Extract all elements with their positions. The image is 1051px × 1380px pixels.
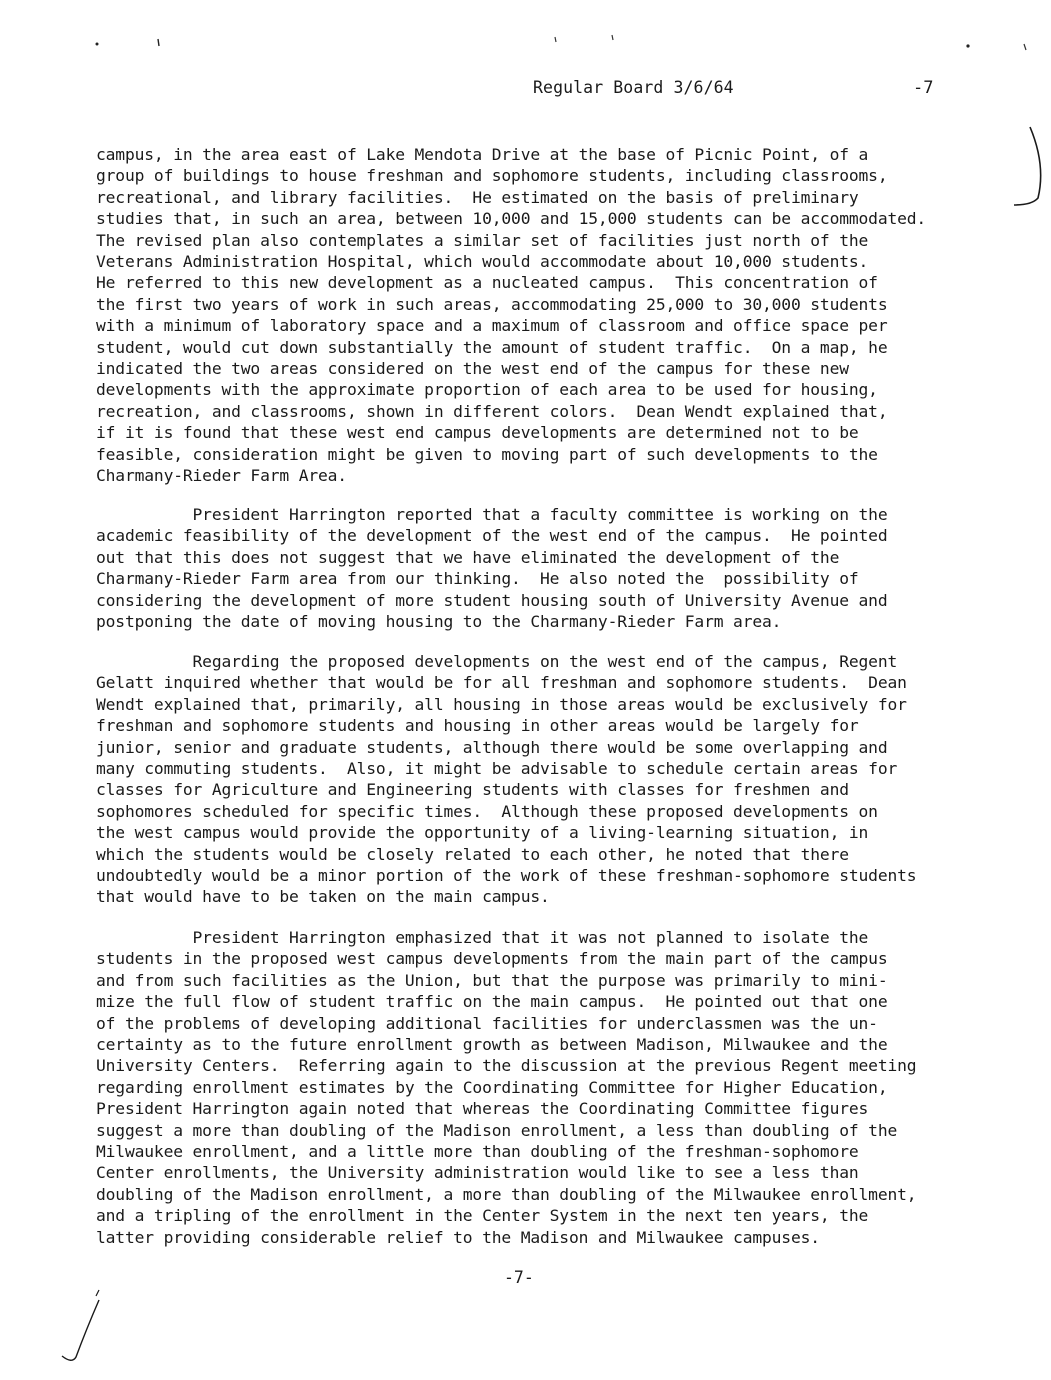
margin-pen-stroke bbox=[62, 1300, 99, 1360]
text-line: group of buildings to house freshman and sophomore students, including classrooms, bbox=[96, 166, 888, 186]
text-line: campus, in the area east of Lake Mendota Drive at the base of Picnic Point, of a bbox=[96, 145, 869, 164]
text-line: recreational, and library facilities. He estimated on the basis of preliminary bbox=[96, 187, 859, 207]
text-line: He referred to this new development as a nucleated campus. This concentration of bbox=[96, 273, 878, 293]
text-line: feasible, consideration might be given to moving part of such developments to the bbox=[96, 444, 878, 464]
text-line: freshman and sophomore students and housing in other areas would be largely for bbox=[96, 716, 859, 736]
text-line: Charmany-Rieder Farm Area. bbox=[96, 466, 347, 486]
text-line: undoubtedly would be a minor portion of the work of these freshman-sophomore students bbox=[96, 866, 917, 886]
text-line: that would have to be taken on the main campus. bbox=[96, 887, 550, 907]
text-line: which the students would be closely related to each other, he noted that there bbox=[96, 844, 849, 864]
page-header-number: -7 bbox=[913, 78, 934, 98]
text-line: and from such facilities as the Union, but that the purpose was primarily to mini- bbox=[96, 970, 888, 990]
text-line: President Harrington emphasized that it was not planned to isolate the bbox=[96, 928, 869, 947]
text-line: developments with the approximate proportion of each area to be used for housing, bbox=[96, 380, 878, 400]
text-line: President Harrington again noted that whereas the Coordinating Committee figures bbox=[96, 1099, 869, 1119]
text-line: Veterans Administration Hospital, which would accommodate about 10,000 students. bbox=[96, 252, 869, 272]
page-footer-number: -7- bbox=[504, 1268, 534, 1287]
text-line: of the problems of developing additional facilities for underclassmen was the un- bbox=[96, 1013, 878, 1033]
text-line: Wendt explained that, primarily, all housing in those areas would be exclusively for bbox=[96, 694, 907, 714]
scan-speck bbox=[1024, 44, 1026, 50]
text-line: indicated the two areas considered on the west end of the campus for these new bbox=[96, 359, 849, 379]
scan-speck bbox=[96, 43, 99, 46]
text-line: latter providing considerable relief to the Madison and Milwaukee campuses. bbox=[96, 1227, 820, 1247]
text-line: University Centers. Referring again to the discussion at the previous Regent meeting bbox=[96, 1056, 917, 1076]
scan-speck bbox=[966, 44, 969, 47]
scan-speck bbox=[612, 35, 613, 40]
scan-speck bbox=[555, 37, 556, 42]
paragraph-2 bbox=[96, 504, 996, 632]
text-line: many commuting students. Also, it might be advisable to schedule certain areas for bbox=[96, 759, 898, 779]
text-line: the west campus would provide the opportunity of a living-learning situation, in bbox=[96, 823, 869, 843]
text-line: studies that, in such an area, between 10,000 and 15,000 students can be accommodated. bbox=[96, 209, 927, 229]
paragraph-4 bbox=[96, 927, 996, 1248]
text-line: students in the proposed west campus developments from the main part of the campus bbox=[96, 949, 888, 969]
text-line: junior, senior and graduate students, although there would be some overlapping and bbox=[96, 737, 888, 757]
text-line: Regarding the proposed developments on the west end of the campus, Regent bbox=[96, 652, 898, 671]
text-line: and a tripling of the enrollment in the Center System in the next ten years, the bbox=[96, 1206, 869, 1226]
text-line: academic feasibility of the development of the west end of the campus. He pointed bbox=[96, 526, 888, 546]
text-line: student, would cut down substantially the amount of student traffic. On a map, he bbox=[96, 337, 888, 357]
text-line: Center enrollments, the University administration would like to see a less than bbox=[96, 1163, 859, 1183]
text-line: considering the development of more student housing south of University Avenue and bbox=[96, 590, 888, 610]
text-line: out that this does not suggest that we have eliminated the development of the bbox=[96, 547, 840, 567]
page-header-meeting: Regular Board 3/6/64 bbox=[533, 78, 734, 97]
text-line: Milwaukee enrollment, and a little more than doubling of the freshman-sophomore bbox=[96, 1142, 859, 1162]
text-line: certainty as to the future enrollment growth as between Madison, Milwaukee and the bbox=[96, 1035, 888, 1055]
text-line: Charmany-Rieder Farm area from our thinking. He also noted the possibility of bbox=[96, 569, 859, 589]
scan-speck bbox=[158, 39, 159, 46]
paragraph-3 bbox=[96, 651, 996, 908]
paragraph-1 bbox=[96, 144, 996, 487]
text-line: the first two years of work in such areas, accommodating 25,000 to 30,000 students bbox=[96, 294, 888, 314]
margin-pen-stroke bbox=[96, 1290, 99, 1296]
text-line: Gelatt inquired whether that would be for all freshman and sophomore students. Dean bbox=[96, 673, 907, 693]
text-line: classes for Agriculture and Engineering students with classes for freshmen and bbox=[96, 780, 849, 800]
text-line: if it is found that these west end campus developments are determined not to be bbox=[96, 423, 859, 443]
text-line: with a minimum of laboratory space and a maximum of classroom and office space per bbox=[96, 316, 888, 336]
text-line: sophomores scheduled for specific times. Although these proposed developments on bbox=[96, 801, 878, 821]
text-line: mize the full flow of student traffic on the main campus. He pointed out that one bbox=[96, 992, 888, 1012]
text-line: regarding enrollment estimates by the Coordinating Committee for Higher Education, bbox=[96, 1077, 888, 1097]
text-line: suggest a more than doubling of the Madison enrollment, a less than doubling of the bbox=[96, 1120, 898, 1140]
text-line: postponing the date of moving housing to the Charmany-Rieder Farm area. bbox=[96, 612, 782, 632]
text-line: President Harrington reported that a faculty committee is working on the bbox=[96, 505, 888, 524]
text-line: The revised plan also contemplates a similar set of facilities just north of the bbox=[96, 230, 869, 250]
text-line: recreation, and classrooms, shown in different colors. Dean Wendt explained that, bbox=[96, 401, 888, 421]
text-line: doubling of the Madison enrollment, a more than doubling of the Milwaukee enrollment, bbox=[96, 1184, 917, 1204]
margin-bracket-mark bbox=[1014, 127, 1041, 205]
